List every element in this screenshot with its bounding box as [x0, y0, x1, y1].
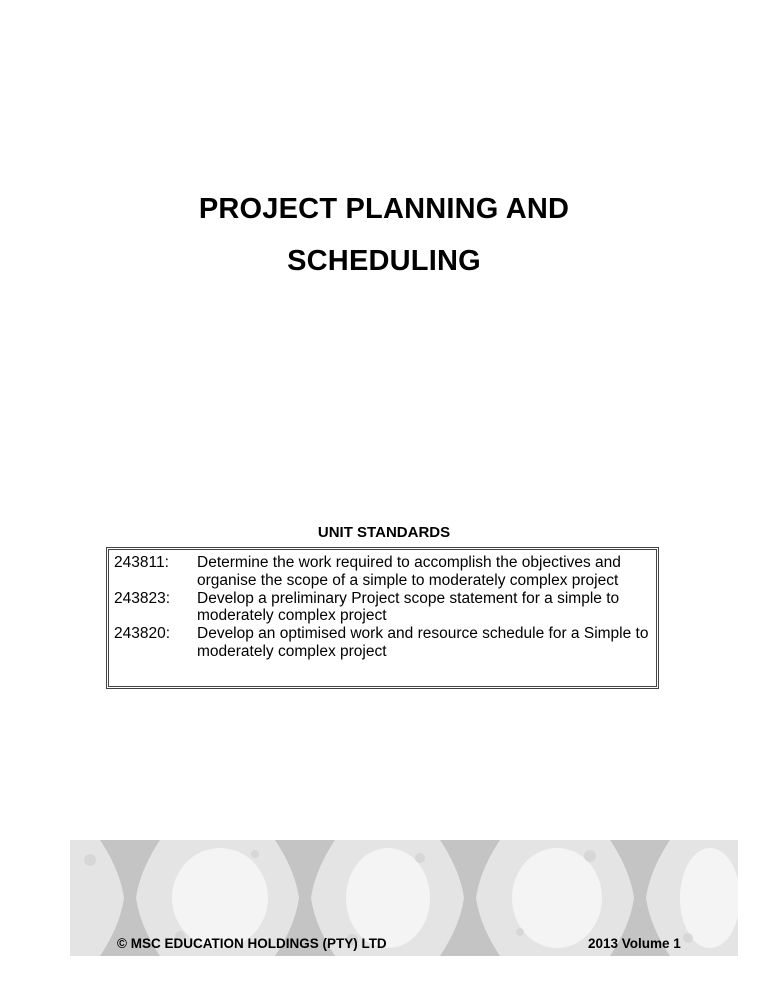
unit-standard-row — [114, 590, 650, 626]
unit-standard-description: Determine the work required to accomplish the objectives and organise the scope of a simple to moderately complex project — [197, 554, 621, 589]
unit-standard-row — [114, 554, 650, 590]
unit-standard-description: Develop a preliminary Project scope statement for a simple to moderately complex project — [197, 589, 620, 625]
footer-copyright: © MSC EDUCATION HOLDINGS (PTY) LTD — [117, 936, 387, 951]
unit-standard-code: 243823: — [114, 589, 171, 607]
unit-standards-box — [106, 547, 659, 689]
unit-standard-row — [114, 625, 650, 661]
unit-standard-code: 243811: — [114, 554, 169, 571]
document-title-line-2: SCHEDULING — [287, 245, 481, 277]
unit-standards-heading: UNIT STANDARDS — [317, 524, 451, 541]
unit-standard-description: Develop an optimised work and resource schedule for a Simple to moderately complex project — [197, 625, 649, 660]
unit-standard-code: 243820: — [114, 625, 171, 643]
document-title-line-1: PROJECT PLANNING AND — [198, 193, 570, 225]
footer-edition: 2013 Volume 1 — [588, 936, 681, 951]
